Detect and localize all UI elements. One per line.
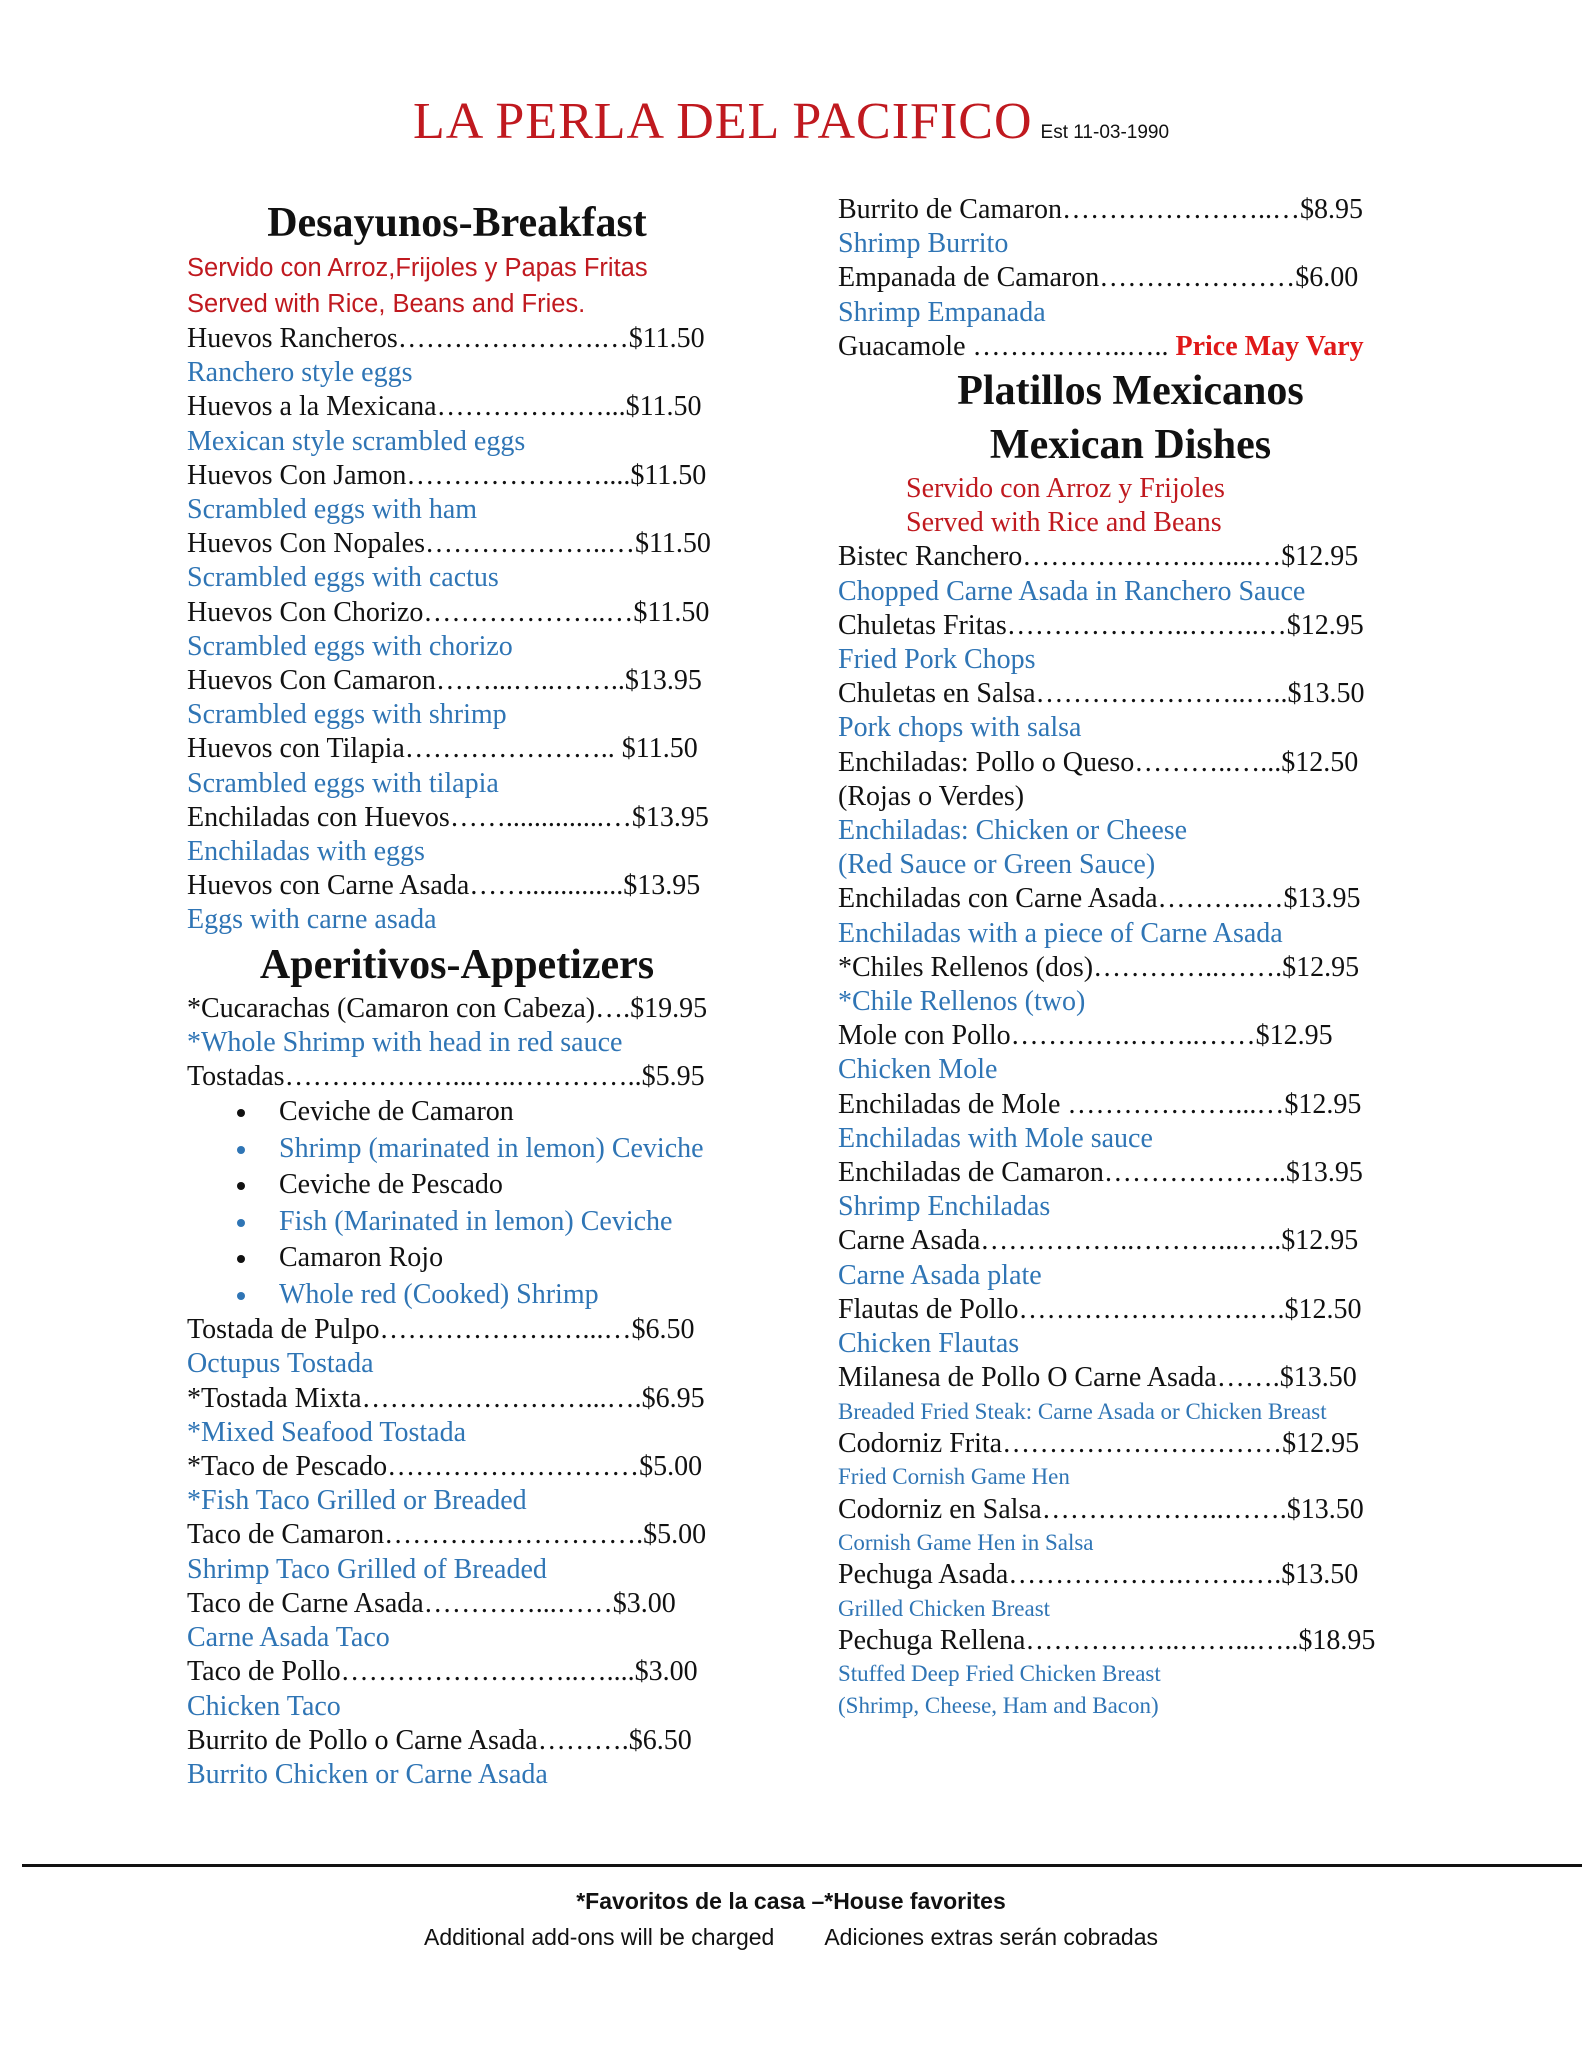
guacamole-name: Guacamole ……………..…..	[838, 330, 1176, 362]
menu-item-name: Burrito de Camaron…………………..…$8.95	[838, 194, 1363, 225]
restaurant-title	[0, 92, 1582, 151]
menu-item-translation: Grilled Chicken Breast	[838, 1595, 1051, 1621]
menu-item-translation: Scrambled eggs with chorizo	[187, 630, 513, 662]
menu-item-translation: Scrambled eggs with shrimp	[187, 699, 507, 731]
menu-item-name: Huevos con Carne Asada……..............$13.95	[187, 870, 701, 902]
mexican-note-es: Servido con Arroz y Frijoles	[906, 473, 1225, 505]
add-ons-note-es: Adiciones extras serán cobradas	[824, 1924, 1159, 1950]
mexican-items-a	[838, 540, 1428, 745]
menu-item-translation: Shrimp Enchiladas	[838, 1191, 1051, 1223]
add-ons-note	[0, 1924, 1582, 1951]
menu-item-translation: Scrambled eggs with cactus	[187, 562, 499, 594]
breakfast-items	[187, 322, 767, 938]
menu-item-translation: Enchiladas with eggs	[187, 836, 425, 868]
house-favorites-note: *Favoritos de la casa –*House favorites	[576, 1888, 1006, 1914]
mexican-dishes-heading-en: Mexican Dishes	[989, 422, 1272, 469]
tostada-option: Ceviche de Camaron	[187, 1094, 767, 1131]
menu-item-translation: Octupus Tostada	[187, 1348, 374, 1380]
breakfast-note-en: Served with Rice, Beans and Fries.	[187, 290, 586, 318]
menu-item-translation: *Fish Taco Grilled or Breaded	[187, 1485, 527, 1517]
menu-item-name: Huevos Con Jamon…………………....$11.50	[187, 459, 707, 491]
menu-item-translation: Chicken Taco	[187, 1690, 341, 1722]
menu-item-name: Enchiladas: Pollo o Queso………..…...$12.50	[838, 746, 1359, 778]
menu-item-name: Enchiladas de Mole ………………...…$12.95	[838, 1088, 1362, 1120]
price-may-vary-note: Price May Vary	[1175, 330, 1364, 362]
tostada-option: Camaron Rojo	[187, 1240, 767, 1277]
menu-item-translation: Carne Asada Taco	[187, 1622, 390, 1654]
tostada-option: Shrimp (marinated in lemon) Ceviche	[187, 1131, 767, 1168]
menu-item-translation: Shrimp Empanada	[838, 296, 1046, 328]
mexican-note-en: Served with Rice and Beans	[906, 507, 1222, 539]
menu-item-translation-detail: (Red Sauce or Green Sauce)	[838, 849, 1156, 881]
add-ons-note-en: Additional add-ons will be charged	[423, 1924, 775, 1950]
menu-item-name: Chuletas en Salsa…………………..…..$13.50	[838, 678, 1365, 710]
footer-divider	[22, 1864, 1582, 1867]
seafood-items	[838, 193, 1428, 330]
menu-item-translation: Chicken Mole	[838, 1054, 998, 1086]
menu-item-translation: Shrimp Taco Grilled of Breaded	[187, 1553, 547, 1585]
menu-item-name: Huevos Con Chorizo………………..…$11.50	[187, 596, 710, 628]
guacamole-item	[838, 330, 1428, 364]
menu-item-translation: Mexican style scrambled eggs	[187, 425, 526, 457]
menu-item-translation: *Whole Shrimp with head in red sauce	[187, 1026, 623, 1058]
menu-item-translation: Carne Asada plate	[838, 1259, 1042, 1291]
mexican-items-c	[838, 1361, 1428, 1690]
appetizers-heading: Aperitivos-Appetizers	[259, 941, 655, 988]
menu-item-name: Enchiladas de Camaron………………..$13.95	[838, 1157, 1363, 1189]
menu-item-name: Tostadas………………...…..…………..$5.95	[187, 1061, 705, 1093]
menu-item-translation: Chopped Carne Asada in Ranchero Sauce	[838, 575, 1306, 607]
menu-item-translation: Shrimp Burrito	[838, 228, 1009, 260]
menu-left-column	[187, 196, 767, 1792]
menu-right-column	[838, 193, 1428, 1721]
menu-item-name: Empanada de Camaron…………………$6.00	[838, 262, 1359, 294]
breakfast-note-es: Servido con Arroz,Frijoles y Papas Fritas	[187, 254, 648, 282]
menu-item-name: Bistec Ranchero……………….…....…$12.95	[838, 541, 1359, 573]
menu-item-translation: Breaded Fried Steak: Carne Asada or Chicken Breast	[838, 1398, 1327, 1424]
menu-item-name: *Tostada Mixta……………………...….$6.95	[187, 1382, 705, 1414]
menu-item-name: Pechuga Rellena……………..……...…..$18.95	[838, 1625, 1376, 1657]
menu-item-translation-detail: (Shrimp, Cheese, Ham and Bacon)	[838, 1692, 1159, 1718]
menu-item-name: Mole con Pollo………….……..……$12.95	[838, 1020, 1333, 1052]
menu-item-name: Huevos Rancheros………………….…$11.50	[187, 323, 705, 354]
menu-item-name: Milanesa de Pollo O Carne Asada…….$13.50	[838, 1362, 1357, 1394]
menu-item-name-detail: (Rojas o Verdes)	[838, 780, 1025, 812]
menu-item-translation: Enchiladas with Mole sauce	[838, 1122, 1153, 1154]
mexican-items-b	[838, 882, 1428, 1361]
menu-item-name: Enchiladas con Huevos……..............…$13.95	[187, 801, 709, 833]
breakfast-heading: Desayunos-Breakfast	[267, 200, 647, 246]
menu-item-translation: Eggs with carne asada	[187, 904, 437, 936]
menu-item-translation: Burrito Chicken or Carne Asada	[187, 1758, 548, 1790]
menu-item-translation: Fried Pork Chops	[838, 644, 1036, 676]
menu-item-name: Flautas de Pollo…………………….….$12.50	[838, 1293, 1362, 1325]
menu-item-name: Taco de Carne Asada…………...……$3.00	[187, 1587, 676, 1619]
menu-item-name: Huevos Con Nopales………………..…$11.50	[187, 528, 711, 560]
menu-item-translation: Chicken Flautas	[838, 1328, 1020, 1360]
established-date: Est 11-03-1990	[1040, 122, 1170, 143]
menu-item-translation: Stuffed Deep Fried Chicken Breast	[838, 1661, 1161, 1687]
menu-item-translation: Pork chops with salsa	[838, 712, 1082, 744]
menu-item-name: Huevos con Tilapia………………….. $11.50	[187, 733, 698, 765]
menu-item-name: Taco de Camaron……………………….$5.00	[187, 1519, 707, 1551]
menu-item-translation: Enchiladas with a piece of Carne Asada	[838, 917, 1283, 949]
tostada-options-list	[187, 1094, 767, 1313]
menu-item-name: *Chiles Rellenos (dos)…………..…….$12.95	[838, 951, 1360, 983]
menu-item-name: *Cucarachas (Camaron con Cabeza)….$19.95	[187, 992, 708, 1024]
menu-item-name: Tostada de Pulpo……………….…...…$6.50	[187, 1314, 695, 1346]
menu-item-translation: *Chile Rellenos (two)	[838, 986, 1086, 1018]
menu-item-translation: Scrambled eggs with ham	[187, 494, 478, 526]
menu-item-name: Taco de Pollo……………………..…....$3.00	[187, 1656, 698, 1688]
menu-item-translation: Fried Cornish Game Hen	[838, 1464, 1070, 1490]
menu-item-name: Codorniz Frita…………………………$12.95	[838, 1428, 1360, 1459]
menu-item-translation: Ranchero style eggs	[187, 357, 413, 389]
menu-item-translation: Scrambled eggs with tilapia	[187, 767, 499, 799]
appetizer-items	[187, 1313, 767, 1792]
mexican-dishes-heading-es: Platillos Mexicanos	[957, 368, 1304, 415]
menu-item-name: *Taco de Pescado………………………$5.00	[187, 1451, 703, 1483]
menu-item-translation: *Mixed Seafood Tostada	[187, 1416, 467, 1448]
restaurant-name: LA PERLA DEL PACIFICO	[412, 93, 1033, 150]
menu-item-name: Chuletas Fritas………………..……..…$12.95	[838, 609, 1364, 641]
menu-item-name: Huevos Con Camaron……...…..……..$13.95	[187, 665, 702, 697]
menu-item-name: Carne Asada……………..………...…..$12.95	[838, 1225, 1359, 1257]
menu-item-name: Pechuga Asada……………….…….….$13.50	[838, 1559, 1359, 1591]
tostada-option: Fish (Marinated in lemon) Ceviche	[187, 1204, 767, 1241]
menu-item-name: Enchiladas con Carne Asada………..…$13.95	[838, 883, 1361, 915]
menu-item-translation: Cornish Game Hen in Salsa	[838, 1529, 1094, 1555]
menu-item-name: Huevos a la Mexicana………………...$11.50	[187, 391, 702, 423]
tostada-option: Whole red (Cooked) Shrimp	[187, 1277, 767, 1314]
menu-item-name: Burrito de Pollo o Carne Asada……….$6.50	[187, 1724, 692, 1756]
menu-item-translation: Enchiladas: Chicken or Cheese	[838, 815, 1188, 847]
tostada-option: Ceviche de Pescado	[187, 1167, 767, 1204]
menu-item-name: Codorniz en Salsa………………..…….$13.50	[838, 1493, 1364, 1525]
